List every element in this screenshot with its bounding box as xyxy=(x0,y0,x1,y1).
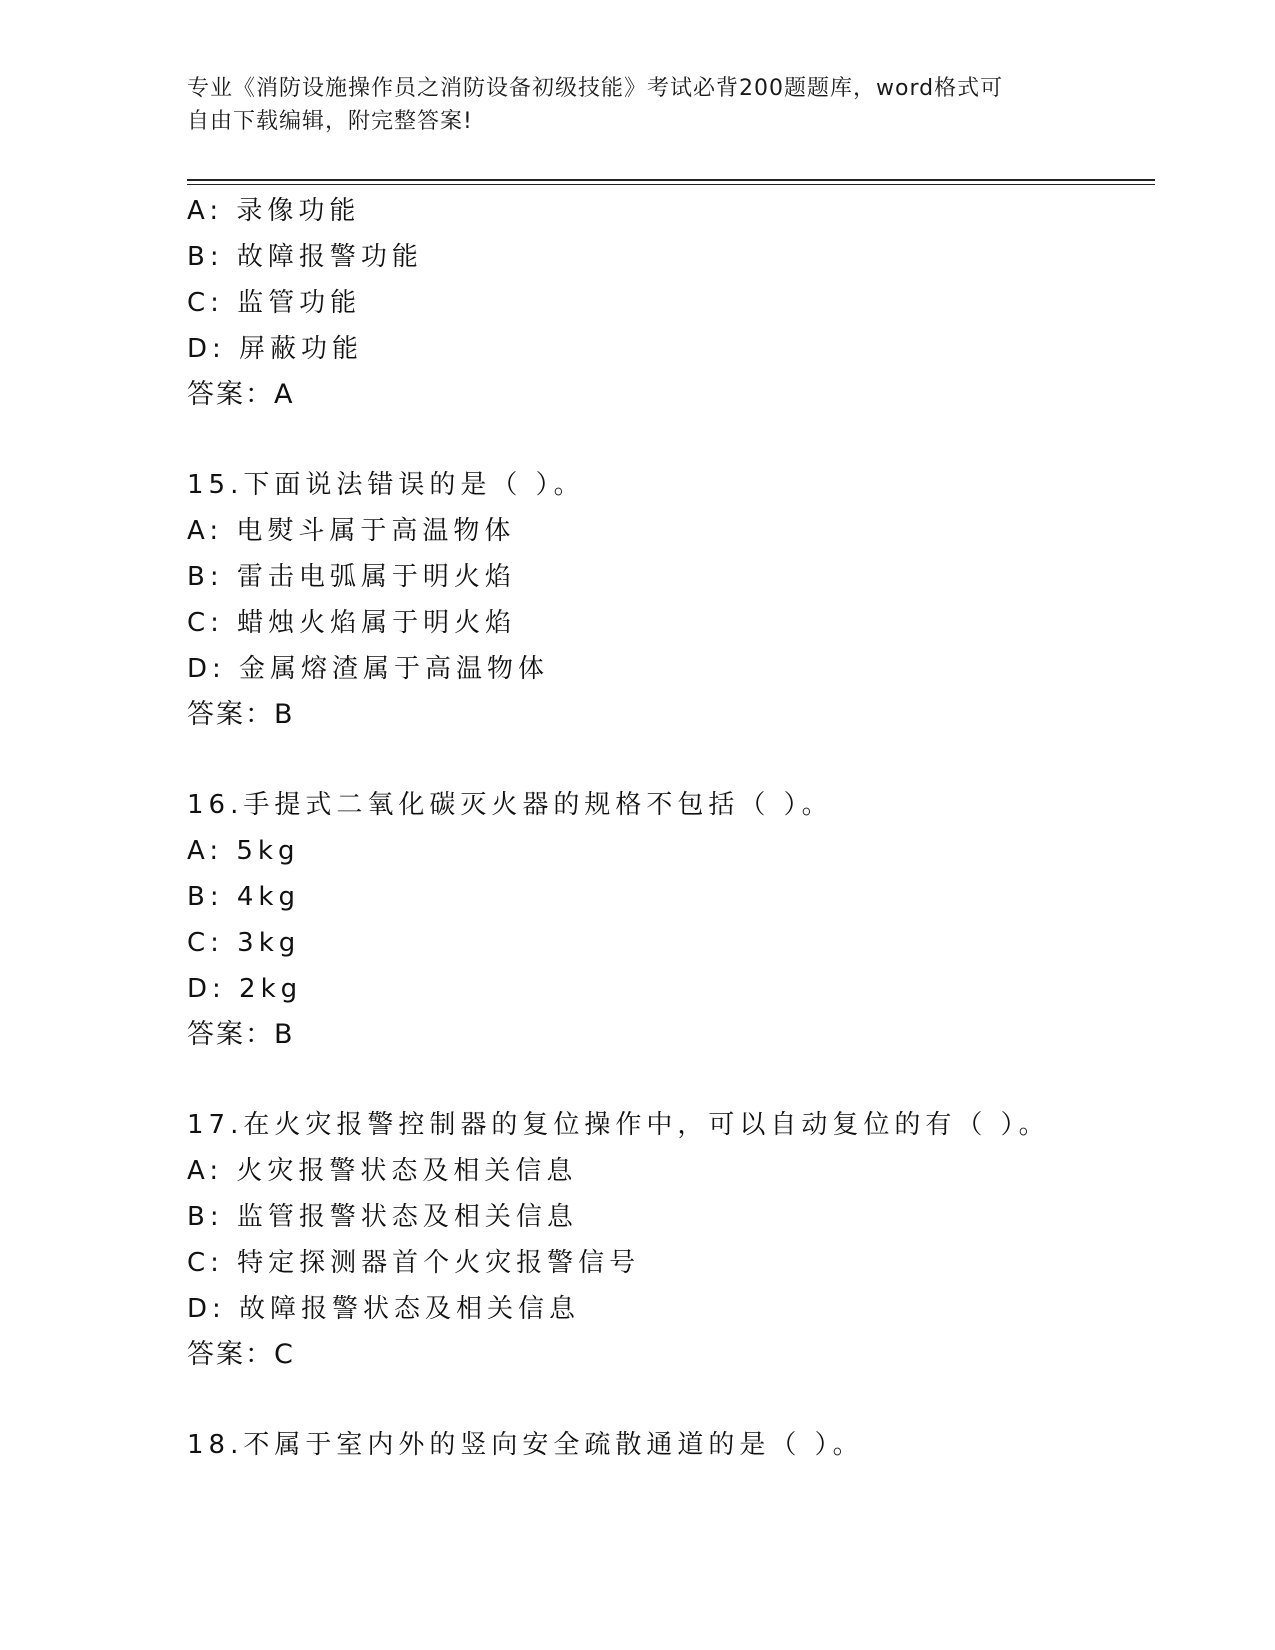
question-stem: 15.下面说法错误的是（ ）。 xyxy=(187,470,585,500)
spacer xyxy=(187,738,1155,782)
option-b: B: 监管报警状态及相关信息 xyxy=(187,1202,578,1232)
option-b: B: 故障报警功能 xyxy=(187,242,423,272)
question-list xyxy=(187,188,1155,1468)
answer-line: 答案：B xyxy=(187,699,295,730)
option-b: B: 4kg xyxy=(187,882,300,912)
header-line-2: 自由下载编辑，附完整答案! xyxy=(187,109,473,134)
answer-line: 答案：B xyxy=(187,1019,295,1050)
spacer xyxy=(187,1058,1155,1102)
option-c: C: 蜡烛火焰属于明火焰 xyxy=(187,608,517,638)
spacer xyxy=(187,1378,1155,1422)
option-d: D: 金属熔渣属于高温物体 xyxy=(187,654,550,684)
document-header xyxy=(187,72,1087,138)
option-a: A: 电熨斗属于高温物体 xyxy=(187,516,516,546)
option-d: D: 屏蔽功能 xyxy=(187,334,364,364)
header-line-1: 专业《消防设施操作员之消防设备初级技能》考试必背200题题库，word格式可 xyxy=(187,76,1004,101)
question-block-partial xyxy=(187,188,1155,418)
header-divider-thick xyxy=(187,179,1155,181)
question-block-17 xyxy=(187,1102,1155,1378)
option-c: C: 特定探测器首个火灾报警信号 xyxy=(187,1248,641,1278)
option-c: C: 监管功能 xyxy=(187,288,362,318)
question-stem: 16.手提式二氧化碳灭火器的规格不包括（ ）。 xyxy=(187,790,833,820)
option-b: B: 雷击电弧属于明火焰 xyxy=(187,562,516,592)
question-block-18 xyxy=(187,1422,1155,1468)
question-block-15 xyxy=(187,462,1155,738)
option-c: C: 3kg xyxy=(187,928,301,958)
spacer xyxy=(187,418,1155,462)
question-stem: 17.在火灾报警控制器的复位操作中，可以自动复位的有（ ）。 xyxy=(187,1110,1050,1140)
option-a: A: 火灾报警状态及相关信息 xyxy=(187,1156,578,1186)
header-divider-thin xyxy=(187,184,1155,185)
option-d: D: 故障报警状态及相关信息 xyxy=(187,1294,581,1324)
option-a: A: 录像功能 xyxy=(187,196,361,226)
answer-line: 答案：C xyxy=(187,1339,295,1370)
option-d: D: 2kg xyxy=(187,974,303,1004)
question-block-16 xyxy=(187,782,1155,1058)
question-stem: 18.不属于室内外的竖向安全疏散通道的是（ ）。 xyxy=(187,1430,864,1460)
answer-line: 答案：A xyxy=(187,379,295,410)
option-a: A: 5kg xyxy=(187,836,300,866)
